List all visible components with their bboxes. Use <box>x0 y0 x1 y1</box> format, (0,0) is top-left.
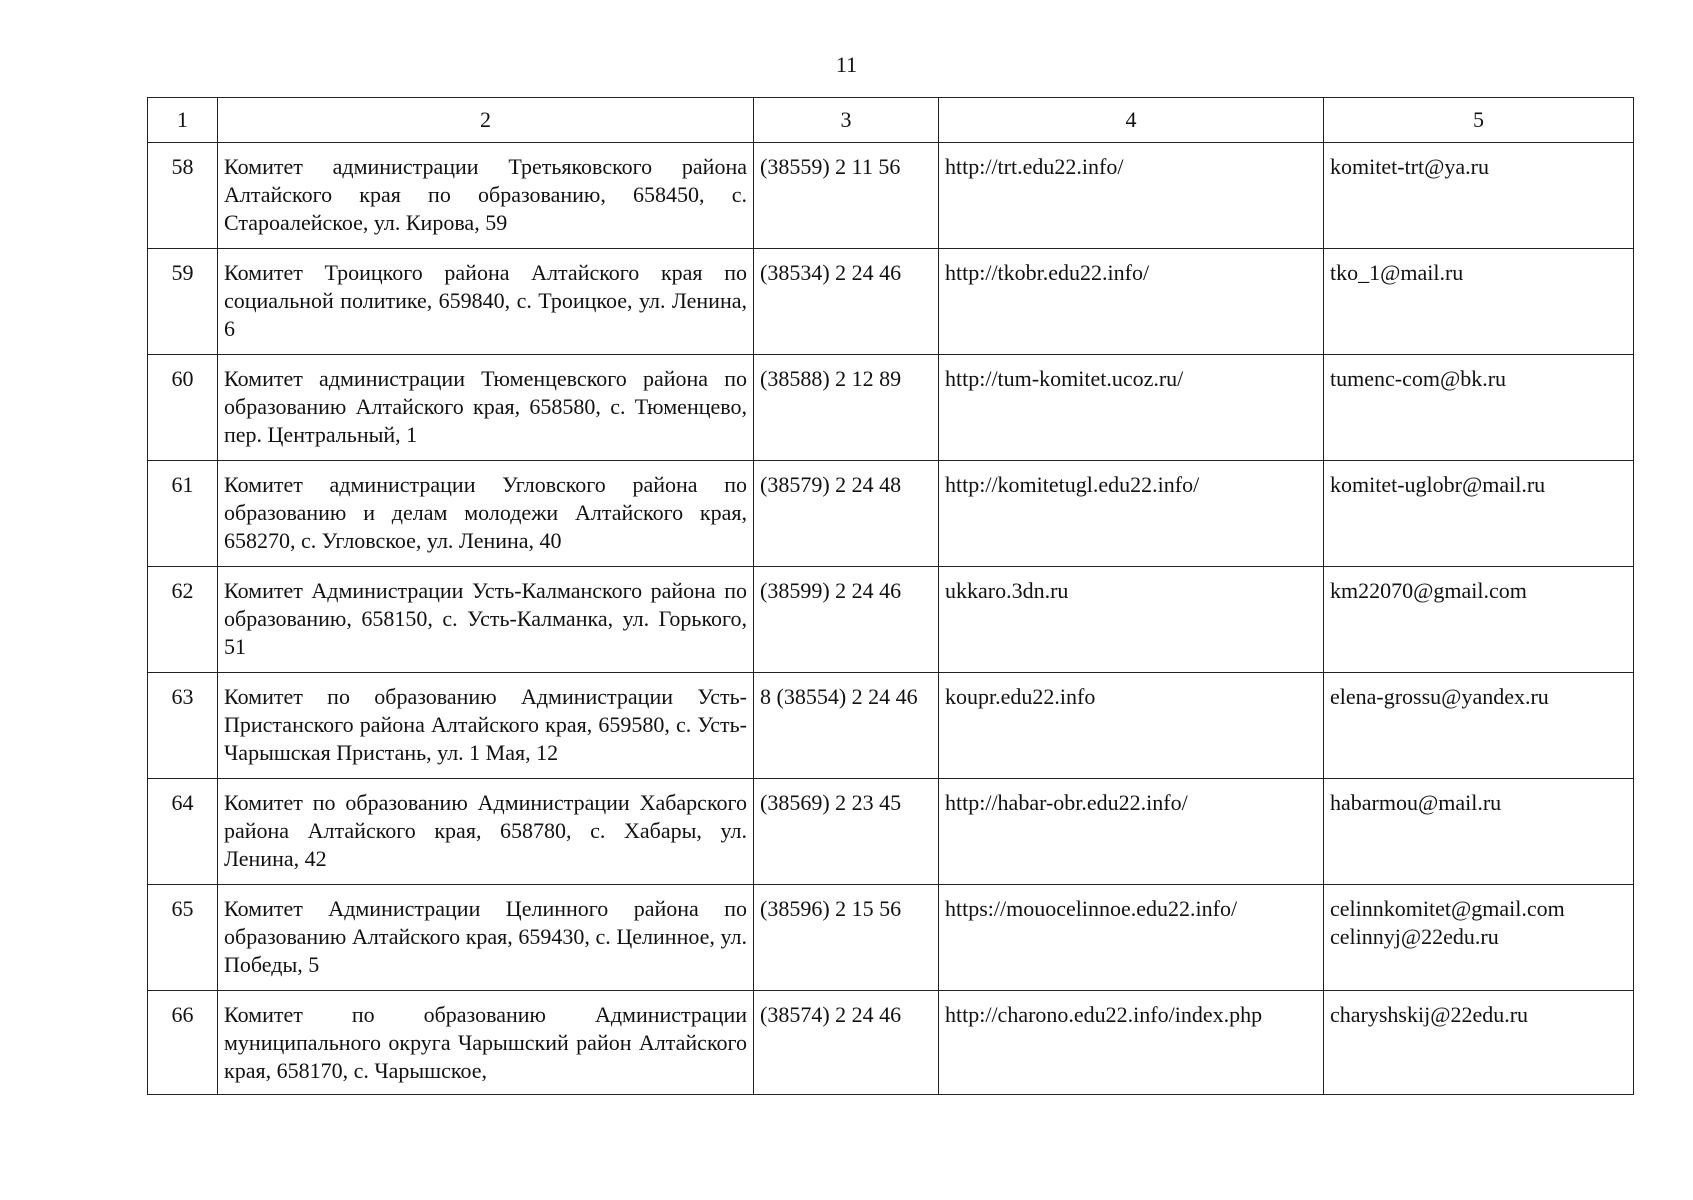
email-link[interactable]: komitet-trt@ya.ru <box>1330 154 1489 179</box>
organization-address: Комитет администрации Угловского района по образованию и делам молодежи Алтайского края, 658270, с. Угловское, ул. Ленина, 40 <box>218 461 754 567</box>
column-header-website: 4 <box>939 98 1324 143</box>
row-number: 60 <box>148 355 218 461</box>
education-committees-table <box>147 97 1634 1095</box>
email-cell <box>1324 567 1634 673</box>
email-link[interactable]: habarmou@mail.ru <box>1330 790 1502 815</box>
row-number: 65 <box>148 885 218 991</box>
table-row <box>148 143 1634 249</box>
table-row <box>148 885 1634 991</box>
organization-address: Комитет по образованию Администрации Усть-Пристанского района Алтайского края, 659580, с. Усть-Чарышская Пристань, ул. 1 Мая, 12 <box>218 673 754 779</box>
organization-address: Комитет по образованию Администрации Хабарского района Алтайского края, 658780, с. Хабары, ул. Ленина, 42 <box>218 779 754 885</box>
email-link[interactable]: tko_1@mail.ru <box>1330 260 1464 285</box>
email-link[interactable]: celinnkomitet@gmail.com <box>1330 896 1565 921</box>
row-number: 63 <box>148 673 218 779</box>
phone-number: (38574) 2 24 46 <box>754 991 939 1095</box>
email-cell <box>1324 355 1634 461</box>
table-row <box>148 355 1634 461</box>
email-link[interactable]: tumenc-com@bk.ru <box>1330 366 1507 391</box>
email-link[interactable]: charyshskij@22edu.ru <box>1330 1002 1529 1027</box>
page-number: 11 <box>835 52 858 77</box>
email-link[interactable]: km22070@gmail.com <box>1330 578 1527 603</box>
column-header-phone: 3 <box>754 98 939 143</box>
website-link[interactable]: http://trt.edu22.info/ <box>939 143 1324 249</box>
row-number: 61 <box>148 461 218 567</box>
organization-address: Комитет Троицкого района Алтайского края по социальной политике, 659840, с. Троицкое, ул. Ленина, 6 <box>218 249 754 355</box>
column-header-email: 5 <box>1324 98 1634 143</box>
website-link[interactable]: http://komitetugl.edu22.info/ <box>939 461 1324 567</box>
website-link[interactable]: http://tum-komitet.ucoz.ru/ <box>939 355 1324 461</box>
phone-number: (38596) 2 15 56 <box>754 885 939 991</box>
table-row <box>148 673 1634 779</box>
column-header-organization: 2 <box>218 98 754 143</box>
email-link-secondary[interactable]: celinnyj@22edu.ru <box>1330 924 1499 949</box>
email-link[interactable]: elena-grossu@yandex.ru <box>1330 684 1549 709</box>
phone-number: (38559) 2 11 56 <box>754 143 939 249</box>
email-cell <box>1324 673 1634 779</box>
row-number: 66 <box>148 991 218 1095</box>
table-row <box>148 249 1634 355</box>
phone-number: (38534) 2 24 46 <box>754 249 939 355</box>
organization-address: Комитет по образованию Администрации муниципального округа Чарышский район Алтайского края, 658170, с. Чарышское, <box>218 991 754 1095</box>
website-link[interactable]: http://tkobr.edu22.info/ <box>939 249 1324 355</box>
row-number: 58 <box>148 143 218 249</box>
organization-address: Комитет администрации Третьяковского района Алтайского края по образованию, 658450, с. Староалейское, ул. Кирова, 59 <box>218 143 754 249</box>
phone-number: (38588) 2 12 89 <box>754 355 939 461</box>
email-cell <box>1324 779 1634 885</box>
phone-number: (38569) 2 23 45 <box>754 779 939 885</box>
email-link[interactable]: komitet-uglobr@mail.ru <box>1330 472 1546 497</box>
organization-address: Комитет Администрации Усть-Калманского района по образованию, 658150, с. Усть-Калманка, ул. Горького, 51 <box>218 567 754 673</box>
email-cell <box>1324 885 1634 991</box>
email-cell <box>1324 461 1634 567</box>
phone-number: (38599) 2 24 46 <box>754 567 939 673</box>
organization-address: Комитет администрации Тюменцевского района по образованию Алтайского края, 658580, с. Тюменцево, пер. Центральный, 1 <box>218 355 754 461</box>
website-link[interactable]: https://mouocelinnoe.edu22.info/ <box>939 885 1324 991</box>
phone-number: 8 (38554) 2 24 46 <box>754 673 939 779</box>
email-cell <box>1324 249 1634 355</box>
table-row <box>148 991 1634 1095</box>
table-row <box>148 567 1634 673</box>
phone-number: (38579) 2 24 48 <box>754 461 939 567</box>
table-row <box>148 461 1634 567</box>
website-link[interactable]: ukkaro.3dn.ru <box>939 567 1324 673</box>
row-number: 59 <box>148 249 218 355</box>
email-cell <box>1324 143 1634 249</box>
table-row <box>148 779 1634 885</box>
website-link[interactable]: http://charono.edu22.info/index.php <box>939 991 1324 1095</box>
website-link[interactable]: koupr.edu22.info <box>939 673 1324 779</box>
organization-address: Комитет Администрации Целинного района по образованию Алтайского края, 659430, с. Целинное, ул. Победы, 5 <box>218 885 754 991</box>
website-link[interactable]: http://habar-obr.edu22.info/ <box>939 779 1324 885</box>
header-row <box>148 98 1634 143</box>
row-number: 62 <box>148 567 218 673</box>
column-header-number: 1 <box>148 98 218 143</box>
email-cell <box>1324 991 1634 1095</box>
row-number: 64 <box>148 779 218 885</box>
